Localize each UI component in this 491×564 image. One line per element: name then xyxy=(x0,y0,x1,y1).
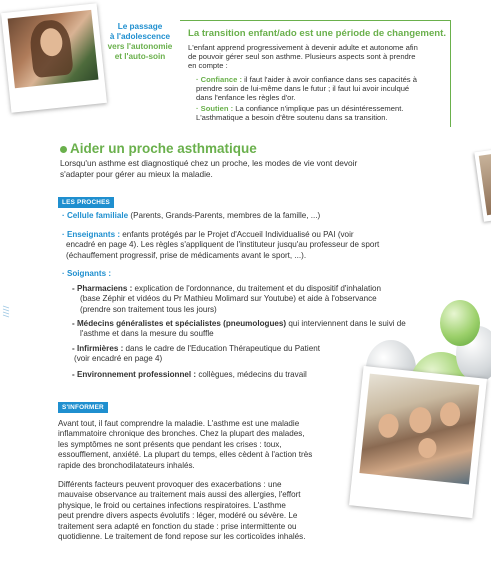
teen-photo xyxy=(1,3,107,112)
item-enseignants xyxy=(62,230,412,261)
badge-proches: LES PROCHES xyxy=(58,197,114,208)
item-pharmaciens xyxy=(72,284,422,315)
item-text: (Parents, Grands-Parents, membres de la famille, ...) xyxy=(128,211,321,220)
bullet-confiance xyxy=(196,75,417,102)
sidebar-caption xyxy=(104,22,176,62)
transition-intro-line: en compte : xyxy=(188,61,228,70)
item-text: dans le cadre de l'Education Thérapeutique du Patient xyxy=(123,344,320,353)
badge-informer: S'INFORMER xyxy=(58,402,108,413)
para-line: rapide des bronchodilatateurs inhalés. xyxy=(58,460,195,470)
bullet-text: dans l'enfance les règles d'or. xyxy=(196,93,296,102)
bullet-text: L'asthmatique a besoin d'être soutenu dans sa transition. xyxy=(196,113,388,122)
item-text: encadré en page 4). Les règles s'appliquent de l'instituteur jusqu'au professeur de sport xyxy=(66,240,380,250)
caption-line-3: vers l'autonomie xyxy=(107,42,173,51)
item-text: explication de l'ordonnance, du traitement et du dispositif d'inhalation xyxy=(132,284,382,293)
para-line: peut prendre divers aspects évolutifs : léger, modéré ou sévère. Le xyxy=(58,511,298,521)
bullet-text: prendre soin de lui-même dans le futur ; il faut lui avoir inculqué xyxy=(196,84,410,93)
item-text: (prendre son traitement tous les jours) xyxy=(80,304,217,314)
informer-paragraph-2 xyxy=(58,480,358,542)
bullet-text: il faut l'aider à avoir confiance dans ses capacités à xyxy=(242,75,417,84)
item-cellule xyxy=(62,211,402,221)
title-bullet-icon xyxy=(60,146,67,153)
item-label: · Soignants : xyxy=(62,269,112,278)
item-infirmieres xyxy=(72,344,372,365)
item-text: (échauffement progressif, prise de médicaments avant le sport, ...). xyxy=(66,250,307,260)
item-text: qui interviennent dans le suivi de xyxy=(286,319,406,328)
item-label: - Pharmaciens : xyxy=(72,284,133,293)
item-text: enfants protégés par le Projet d'Accueil Individualisé ou PAI (voir xyxy=(120,230,354,239)
para-line: essoufflement, anxiété. La plupart du temps, elles cèdent à l'action très xyxy=(58,450,313,460)
spiral-icon xyxy=(2,305,10,319)
item-label: - Médecins généralistes et spécialistes (pneumologues) xyxy=(72,319,287,328)
bullet-soutien xyxy=(196,104,403,122)
transition-title: La transition enfant/ado est une période de changement. xyxy=(188,28,447,39)
item-label: · Enseignants : xyxy=(62,230,121,239)
edge-photo xyxy=(474,148,491,221)
item-soignants xyxy=(62,269,111,279)
balloon-green-2 xyxy=(440,300,480,346)
bullet-label: · Confiance : xyxy=(196,75,242,84)
bullet-text: La confiance n'implique pas un désintéressement. xyxy=(233,104,404,113)
para-line: quotidienne. Le traitement de fond repose sur les corticoïdes inhalés. xyxy=(58,532,306,542)
para-line: Avant tout, il faut comprendre la maladie. L'asthme est une maladie xyxy=(58,419,300,428)
section-intro xyxy=(60,158,390,179)
family-photo xyxy=(349,366,487,518)
informer-paragraph-1 xyxy=(58,419,358,471)
intro-line: Lorsqu'un asthme est diagnostiqué chez un proche, les modes de vie vont devoir xyxy=(60,158,358,168)
para-line: Différents facteurs peuvent provoquer des exacerbations : une xyxy=(58,480,282,489)
para-line: physique, le froid ou certaines infections respiratoires. L'asthme xyxy=(58,500,286,510)
para-line: les symptômes ne sont présents que pendant les crises : toux, xyxy=(58,439,282,449)
transition-intro-line: de pouvoir gérer seul son asthme. Plusieurs aspects sont à prendre xyxy=(188,52,416,61)
para-line: inflammatoire chronique des bronches. Chez la plupart des malades, xyxy=(58,429,305,439)
item-text: (voir encadré en page 4) xyxy=(74,354,163,364)
item-label: - Infirmières : xyxy=(72,344,124,353)
transition-intro xyxy=(188,43,443,70)
item-text: collègues, médecins du travail xyxy=(196,370,307,379)
item-label: - Environnement professionnel : xyxy=(72,370,197,379)
para-line: mauvaise observance au traitement mais aussi des allergies, l'effort xyxy=(58,490,301,500)
para-line: traitement sera adapté en fonction du stade : prise intermittente ou xyxy=(58,521,297,531)
item-medecins xyxy=(72,319,437,340)
caption-line-1: Le passage xyxy=(117,22,163,31)
transition-intro-line: L'enfant apprend progressivement à devenir adulte et autonome afin xyxy=(188,43,418,52)
item-label: · Cellule familiale xyxy=(62,211,129,220)
bullet-label: · Soutien : xyxy=(196,104,234,113)
item-text: (base Zéphir et vidéos du Pr Mathieu Molimard sur Youtube) et aide à l'observance xyxy=(80,294,377,304)
caption-line-4: et l'auto-soin xyxy=(114,52,166,61)
item-text: l'asthme et dans la mesure du souffle xyxy=(80,329,214,339)
intro-line: s'adapter pour gérer au mieux la maladie. xyxy=(60,168,213,179)
item-environnement xyxy=(72,370,372,380)
section-title: Aider un proche asthmatique xyxy=(70,141,257,156)
caption-line-2: à l'adolescence xyxy=(109,32,171,41)
